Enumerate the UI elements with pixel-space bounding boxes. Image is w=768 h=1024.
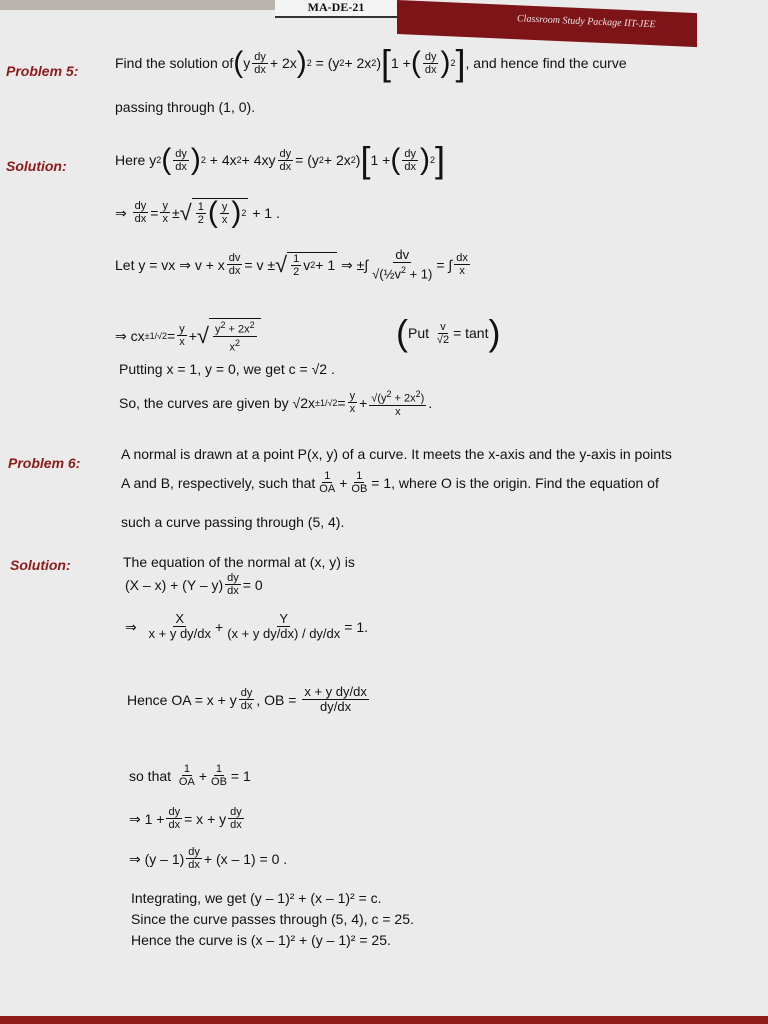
solution-6-integrating: Integrating, we get (y – 1)² + (x – 1)² = c. bbox=[131, 890, 382, 906]
solution-6-hence: Hence OA = x + y bbox=[127, 691, 237, 708]
solution-6-intro: The equation of the normal at (x, y) is bbox=[123, 554, 355, 570]
solution-6-so-that: so that bbox=[129, 767, 172, 784]
problem-5-label: Problem 5: bbox=[6, 63, 79, 79]
solution-5-let-text: Let y = vx ⇒ v + x bbox=[115, 256, 225, 273]
page-footer-bar bbox=[0, 1016, 768, 1024]
page-header bbox=[0, 0, 768, 31]
solution-5-substitution: ( Put $\frac{v}{√2}$ = tant ) bbox=[396, 312, 501, 353]
solution-5-eq-4: ⇒ cx ±1/√2 = y x + √ $y^2 + 2x^2$ $x^2$ bbox=[115, 318, 261, 353]
solution-6-eq-6: ⇒ (y – 1) dy dx + (x – 1) = 0 . bbox=[129, 846, 288, 871]
problem-5-statement: Find the solution of ( y dy dx + 2x ) 2 = (y 2 + 2x 2 ) [ 1 + ( dy dx ) 2 ] , and hence find the curve bbox=[115, 42, 627, 83]
header-banner-text: Classroom Study Package IIT-JEE bbox=[517, 13, 656, 31]
solution-6-hence-curve: Hence the curve is (x – 1)² + (y – 1)² = 25. bbox=[131, 932, 391, 948]
header-code-box bbox=[275, 0, 397, 18]
solution-5-label: Solution: bbox=[6, 158, 67, 174]
solution-6-ob: , OB = bbox=[256, 691, 297, 708]
header-bar-left bbox=[0, 0, 275, 10]
solution-5-so-curves: So, the curves are given by bbox=[119, 394, 289, 411]
solution-5-eq-2: ⇒ dy dx = y x ± √ 1 2 ( y x ) 2 + 1 . bbox=[115, 196, 280, 229]
solution-6-eq-4: so that 1 OA + 1 OB = 1 bbox=[129, 763, 251, 788]
solution-5-final: So, the curves are given by √2x ±1/√2 = y x + $√(y^2 + 2x^2)$ x . bbox=[119, 389, 433, 418]
solution-5-putting: Putting x = 1, y = 0, we get c = √2 . bbox=[119, 361, 335, 377]
solution-6-label: Solution: bbox=[10, 557, 71, 573]
solution-5-put: Put bbox=[408, 325, 430, 341]
solution-5-tant: = tant bbox=[453, 325, 489, 341]
header-banner bbox=[397, 0, 697, 47]
problem-6-line-2b: = 1, where O is the origin. Find the equation of bbox=[371, 474, 659, 491]
problem-5-find-text: Find the solution of bbox=[115, 55, 234, 71]
solution-6-eq-5: ⇒ 1 + dy dx = x + y dy dx bbox=[129, 806, 242, 831]
solution-6-eq-3: Hence OA = x + y dy dx , OB = $\frac{\text{x + y dy/dx}}{dy/dx}$ bbox=[127, 684, 367, 714]
solution-6-since: Since the curve passes through (5, 4), c = 25. bbox=[131, 911, 414, 927]
problem-5-tail-text: , and hence find the curve bbox=[465, 55, 627, 71]
problem-6-line-1: A normal is drawn at a point P(x, y) of a curve. It meets the x-axis and the y-axis in points bbox=[121, 446, 672, 462]
solution-5-eq-3: Let y = vx ⇒ v + x dv dx = v ± √ 1 2 v 2 + 1 ⇒ ±∫ dv $√(\frac{1}{2}v^2 + 1)$ = ∫ dx x bbox=[115, 247, 468, 282]
problem-6-line-2a: A and B, respectively, such that bbox=[121, 474, 316, 491]
solution-5-eq-1: Here y 2 ( dy dx ) 2 + 4x 2 + 4xy dy dx = (y 2 + 2x 2 ) [ 1 + ( dy dx ) 2 ] bbox=[115, 139, 445, 180]
problem-6-line-2: A and B, respectively, such that 1 OA + $\frac{1}{OB}$ = 1, where O is the origin. Find the equation of bbox=[121, 470, 659, 495]
problem-5-line-2: passing through (1, 0). bbox=[115, 99, 256, 115]
solution-6-eq-2: ⇒ X x + y dy/dx + Y (x + y dy/dx) / dy/dx = 1. bbox=[125, 611, 369, 641]
header-code: MA-DE-21 bbox=[307, 0, 365, 14]
solution-5-here: Here bbox=[115, 152, 146, 168]
solution-6-eq-1: (X – x) + (Y – y) dy dx = 0 bbox=[125, 572, 263, 597]
problem-6-label: Problem 6: bbox=[8, 455, 81, 471]
problem-6-line-3: such a curve passing through (5, 4). bbox=[121, 514, 345, 530]
